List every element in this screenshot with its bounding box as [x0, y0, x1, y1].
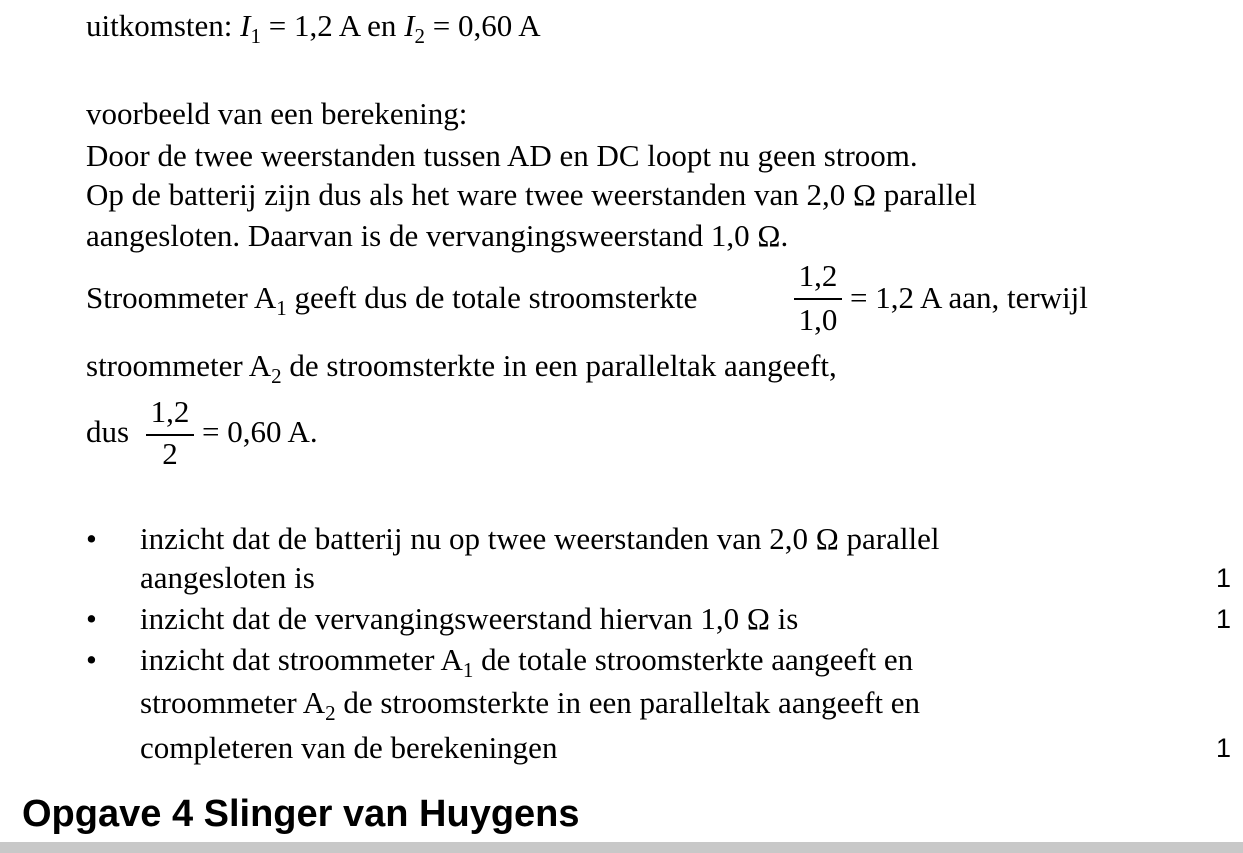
fraction-1-bar: [794, 298, 842, 300]
i1-symbol: I: [240, 8, 251, 43]
example-line-3: aangesloten. Daarvan is de vervangingsweerstand 1,0 Ω.: [86, 218, 789, 253]
bullet-3-line-2-subscript: 2: [325, 701, 336, 725]
bullet-3-line-2-b: de stroomsterkte in een paralleltak aangeeft en: [343, 685, 921, 720]
bullet-3-line-2: [140, 685, 921, 725]
i2-subscript: 2: [414, 24, 426, 48]
line5-text-b: de stroomsterkte in een paralleltak aangeeft,: [289, 348, 837, 383]
bullet-glyph-2: •: [86, 601, 97, 636]
example-line-1: Door de twee weerstanden tussen AD en DC loopt nu geen stroom.: [86, 138, 918, 173]
i1-subscript: 1: [250, 24, 261, 48]
fraction-2-numerator: 1,2: [150, 394, 190, 429]
bullet-3-line-1-subscript: 1: [462, 658, 474, 682]
example-line-4-start: [86, 280, 698, 320]
line5-subscript: 2: [271, 364, 282, 388]
example-line-6-start: dus: [86, 414, 130, 449]
i2-value: = 0,60 A: [432, 8, 541, 43]
line5-text-a: stroommeter A: [86, 348, 272, 383]
bullet-1-line-2: aangesloten is: [140, 560, 315, 595]
fraction-1-numerator: 1,2: [798, 258, 838, 293]
example-line-6-end: = 0,60 A.: [202, 414, 318, 449]
bullet-3-line-1: [140, 642, 914, 682]
bullet-glyph-1: •: [86, 521, 97, 556]
section-heading: Opgave 4 Slinger van Huygens: [22, 793, 580, 835]
example-line-2: Op de batterij zijn dus als het ware twee weerstanden van 2,0 Ω parallel: [86, 177, 977, 212]
bullet-3-line-1-b: de totale stroomsterkte aangeeft en: [481, 642, 914, 677]
bottom-divider: [0, 842, 1243, 853]
line4-subscript: 1: [276, 296, 287, 320]
bullet-1-line-1: inzicht dat de batterij nu op twee weerstanden van 2,0 Ω parallel: [140, 521, 940, 556]
example-line-5: [86, 348, 837, 388]
fraction-2-denominator: 2: [162, 436, 178, 471]
uitkomsten-line: [86, 8, 541, 48]
bullet-2-score: 1: [1215, 604, 1231, 634]
i1-value: = 1,2 A en: [268, 8, 397, 43]
line4-text-a: Stroommeter A: [86, 280, 277, 315]
bullet-3-line-3: completeren van de berekeningen: [140, 730, 558, 765]
bullet-glyph-3: •: [86, 642, 97, 677]
line4-text-b: geeft dus de totale stroomsterkte: [294, 280, 698, 315]
i2-symbol: I: [404, 8, 415, 43]
bullet-3-score: 1: [1215, 733, 1231, 763]
bullet-3-line-2-a: stroommeter A: [140, 685, 326, 720]
example-heading: voorbeeld van een berekening:: [86, 96, 468, 131]
uitkomsten-label: uitkomsten:: [86, 8, 233, 43]
bullet-3-line-1-a: inzicht dat stroommeter A: [140, 642, 463, 677]
example-line-4-end: = 1,2 A aan, terwijl: [850, 280, 1088, 315]
fraction-1-denominator: 1,0: [798, 302, 838, 337]
bullet-1-score: 1: [1215, 563, 1231, 593]
bullet-2-line-1: inzicht dat de vervangingsweerstand hiervan 1,0 Ω is: [140, 601, 799, 636]
